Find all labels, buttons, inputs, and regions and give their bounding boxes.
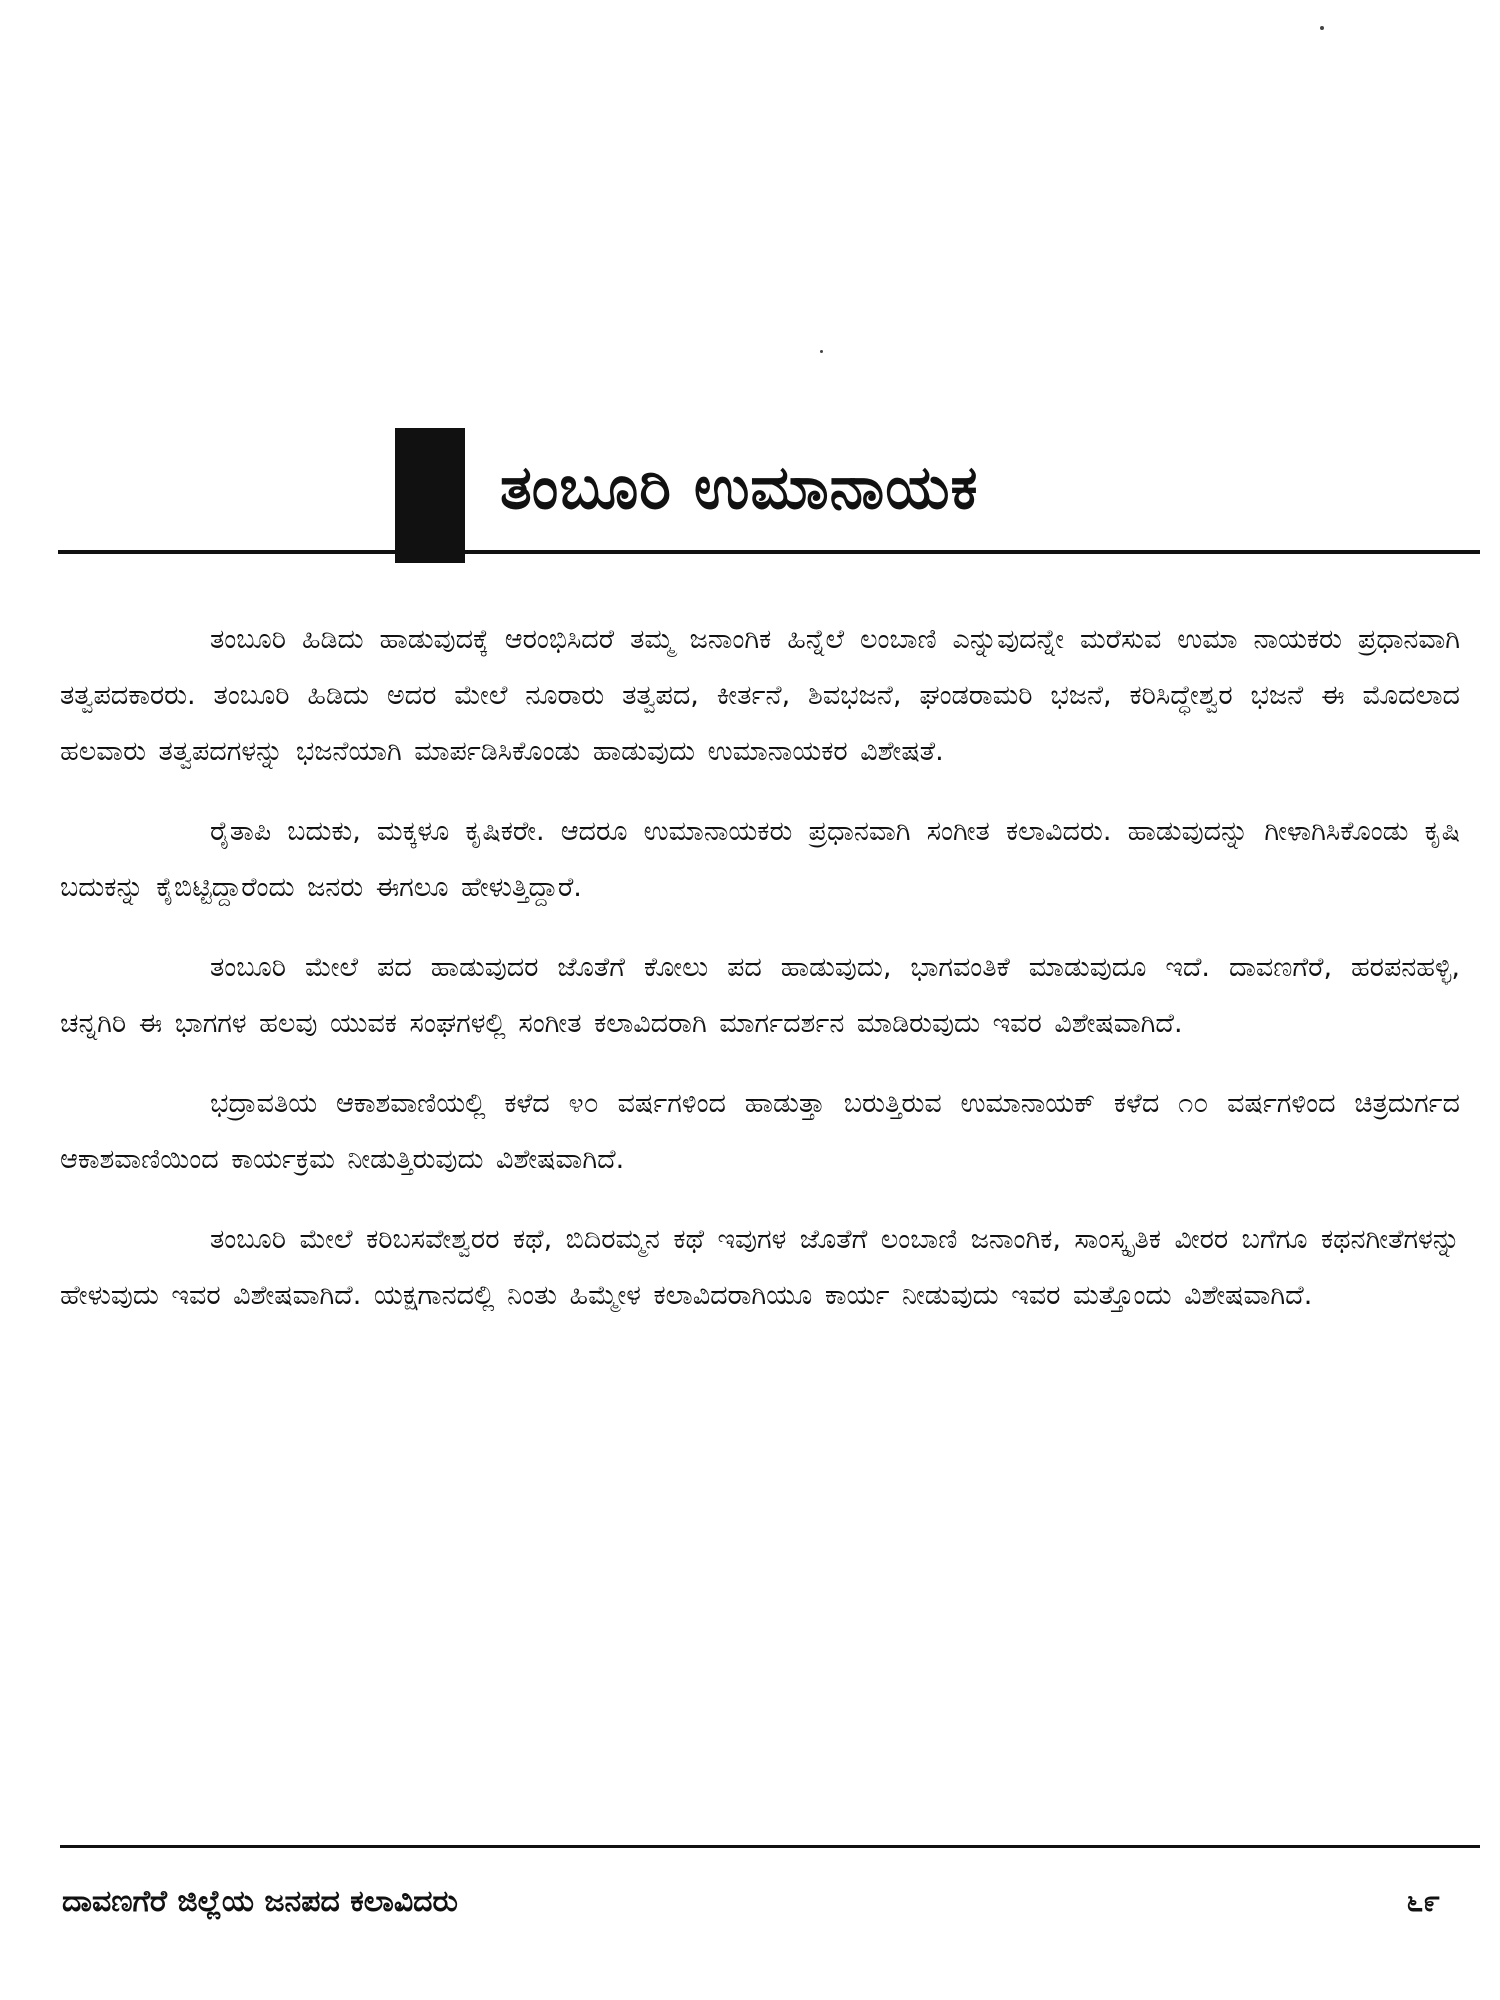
paragraph-3: ತಂಬೂರಿ ಮೇಲೆ ಪದ ಹಾಡುವುದರ ಜೊತೆಗೆ ಕೋಲು ಪದ ಹಾಡುವುದು, ಭಾಗವಂತಿಕೆ ಮಾಡುವುದೂ ಇದೆ. ದಾವಣಗೆರೆ, ಹರಪನಹಳ್ಳಿ, ಚನ್ನಗಿರಿ ಈ ಭಾಗಗಳ ಹಲವು ಯುವಕ ಸಂಘಗಳಲ್ಲಿ ಸಂಗೀತ ಕಲಾವಿದರಾಗಿ ಮಾರ್ಗದರ್ಶನ ಮಾಡಿರುವುದು ಇವರ ವಿಶೇಷವಾಗಿದೆ. [60,952,1460,1039]
paragraph-2: ರೈತಾಪಿ ಬದುಕು, ಮಕ್ಕಳೂ ಕೃಷಿಕರೇ. ಆದರೂ ಉಮಾನಾಯಕರು ಪ್ರಧಾನವಾಗಿ ಸಂಗೀತ ಕಲಾವಿದರು. ಹಾಡುವುದನ್ನು ಗೀಳಾಗಿಸಿಕೊಂಡು ಕೃಷಿ ಬದುಕನ್ನು ಕೈಬಿಟ್ಟಿದ್ದಾರೆಂದು ಜನರು ಈಗಲೂ ಹೇಳುತ್ತಿದ್ದಾರೆ. [60,816,1460,903]
footer-rule [60,1845,1480,1848]
page-title: ತಂಬೂರಿ ಉಮಾನಾಯಕ [500,453,979,523]
paragraph-1: ತಂಬೂರಿ ಹಿಡಿದು ಹಾಡುವುದಕ್ಕೆ ಆರಂಭಿಸಿದರೆ ತಮ್ಮ ಜನಾಂಗಿಕ ಹಿನ್ನೆಲೆ ಲಂಬಾಣಿ ಎನ್ನುವುದನ್ನೇ ಮರೆಸುವ ಉಮಾ ನಾಯಕರು ಪ್ರಧಾನವಾಗಿ ತತ್ವಪದಕಾರರು. ತಂಬೂರಿ ಹಿಡಿದು ಅದರ ಮೇಲೆ ನೂರಾರು ತತ್ವಪದ, ಕೀರ್ತನೆ, ಶಿವಭಜನೆ, ಘಂಡರಾಮರಿ ಭಜನೆ, ಕರಿಸಿದ್ಧೇಶ್ವರ ಭಜನೆ ಈ ಮೊದಲಾದ ಹಲವಾರು ತತ್ವಪದಗಳನ್ನು ಭಜನೆಯಾಗಿ ಮಾರ್ಪಡಿಸಿಕೊಂಡು ಹಾಡುವುದು ಉಮಾನಾಯಕರ ವಿಶೇಷತೆ. [60,624,1460,767]
title-marker-block [395,428,465,563]
paragraph-5: ತಂಬೂರಿ ಮೇಲೆ ಕರಿಬಸವೇಶ್ವರರ ಕಥೆ, ಬಿದಿರಮ್ಮನ ಕಥೆ ಇವುಗಳ ಜೊತೆಗೆ ಲಂಬಾಣಿ ಜನಾಂಗಿಕ, ಸಾಂಸ್ಕೃತಿಕ ವೀರರ ಬಗೆಗೂ ಕಥನಗೀತೆಗಳನ್ನು ಹೇಳುವುದು ಇವರ ವಿಶೇಷವಾಗಿದೆ. ಯಕ್ಷಗಾನದಲ್ಲಿ ನಿಂತು ಹಿಮ್ಮೇಳ ಕಲಾವಿದರಾಗಿಯೂ ಕಾರ್ಯ ನೀಡುವುದು ಇವರ ಮತ್ತೊಂದು ವಿಶೇಷವಾಗಿದೆ. [60,1224,1460,1311]
body-text [60,612,1460,1812]
scan-speck [820,350,823,353]
page-number: ೬೯ [1406,1884,1440,1919]
scan-speck [1320,26,1324,30]
title-underline-rule [58,550,1480,554]
footer-book-title: ದಾವಣಗೆರೆ ಜಿಲ್ಲೆಯ ಜನಪದ ಕಲಾವಿದರು [62,1884,458,1919]
paragraph-4: ಭದ್ರಾವತಿಯ ಆಕಾಶವಾಣಿಯಲ್ಲಿ ಕಳೆದ ೪೦ ವರ್ಷಗಳಿಂದ ಹಾಡುತ್ತಾ ಬರುತ್ತಿರುವ ಉಮಾನಾಯಕ್ ಕಳೆದ ೧೦ ವರ್ಷಗಳಿಂದ ಚಿತ್ರದುರ್ಗದ ಆಕಾಶವಾಣಿಯಿಂದ ಕಾರ್ಯಕ್ರಮ ನೀಡುತ್ತಿರುವುದು ವಿಶೇಷವಾಗಿದೆ. [60,1088,1460,1175]
